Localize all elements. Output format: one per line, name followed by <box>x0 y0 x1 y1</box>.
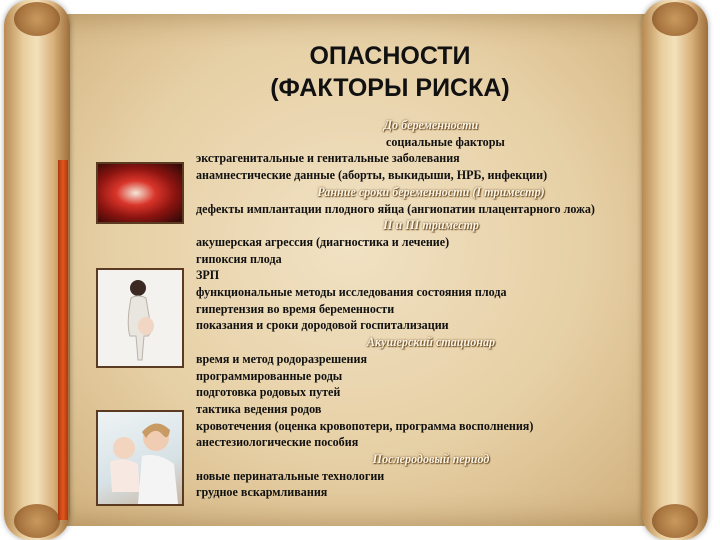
mother-and-baby-photo <box>96 410 184 506</box>
scroll-curl <box>14 504 60 538</box>
risk-factor-item: анамнестические данные (аборты, выкидыши, НРБ, инфекции) <box>196 168 548 183</box>
risk-factor-item: дефекты имплантации плодного яйца (ангиопатии плацентарного ложа) <box>196 201 595 216</box>
risk-factor-item: тактика ведения родов <box>196 401 322 416</box>
risk-factor-item: показания и сроки дородовой госпитализации <box>196 318 449 333</box>
risk-factor-item: грудное вскармливания <box>196 485 328 500</box>
section-heading: Послеродовый период <box>372 452 490 467</box>
risk-factor-item: гипертензия во время беременности <box>196 301 395 316</box>
risk-factor-item: социальные факторы <box>386 134 505 149</box>
embryo-photo <box>96 162 184 224</box>
decorative-red-bar <box>58 160 68 520</box>
risk-factor-item: акушерская агрессия (диагностика и лечение) <box>196 234 450 249</box>
risk-factor-item: подготовка родовых путей <box>196 385 341 400</box>
risk-factor-item: кровотечения (оценка кровопотери, программа восполнения) <box>196 418 534 433</box>
section-heading: До беременности <box>383 118 479 132</box>
scroll-curl <box>14 2 60 36</box>
title-line-2: (ФАКТОРЫ РИСКА) <box>270 74 510 102</box>
risk-factor-item: экстрагенитальные и генитальные заболевания <box>196 151 460 166</box>
risk-factor-item: время и метод родоразрешения <box>196 351 368 366</box>
risk-factor-item: новые перинатальные технологии <box>196 468 385 483</box>
pregnant-woman-photo <box>96 268 184 368</box>
scroll-curl <box>652 504 698 538</box>
risk-factor-item: анестезиологические пособия <box>196 435 359 450</box>
scroll-curl <box>652 2 698 36</box>
section-heading: Акушерский стационар <box>366 335 496 350</box>
section-heading: Ранние сроки беременности (I триместр) <box>317 184 545 199</box>
risk-factors-list <box>196 117 666 501</box>
risk-factor-item: гипоксия плода <box>196 251 282 266</box>
risk-factor-item: программированные роды <box>196 368 343 383</box>
risk-factor-item: функциональные методы исследования состояния плода <box>196 285 507 300</box>
risk-factor-item: ЗРП <box>196 268 220 283</box>
page-title <box>200 40 580 104</box>
title-line-1: ОПАСНОСТИ <box>309 42 471 70</box>
section-heading: II и III триместр <box>383 218 479 233</box>
